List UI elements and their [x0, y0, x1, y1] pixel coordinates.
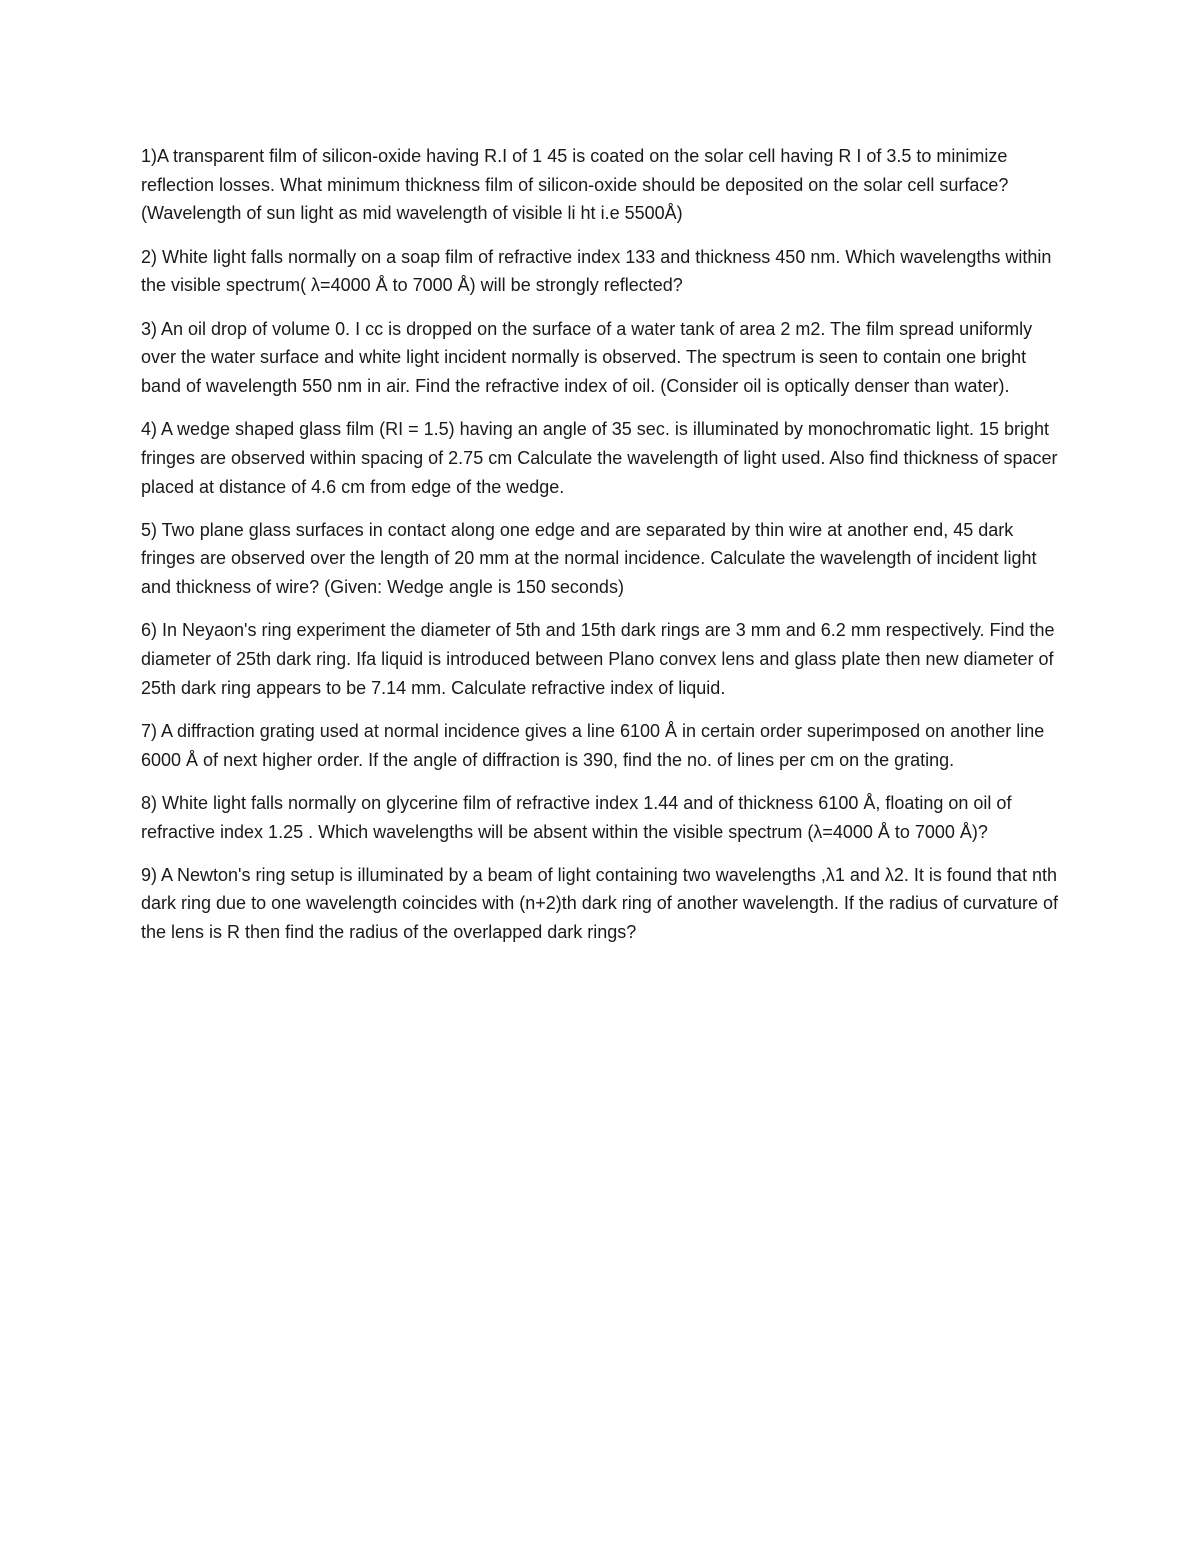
question-4: 4) A wedge shaped glass film (RI = 1.5) having an angle of 35 sec. is illuminated by monochromatic light. 15 bright fringes are observed within spacing of 2.75 cm Calculate the wavelength of light used. Also find thickness of spacer placed at distance of 4.6 cm from edge of the wedge. [141, 419, 1058, 497]
question-9: 9) A Newton's ring setup is illuminated by a beam of light containing two wavelengths ,λ1 and λ2. It is found that nth dark ring due to one wavelength coincides with (n+2)th dark ring of another wavelength. If the radius of curvature of the lens is R then find the radius of the overlapped dark rings? [141, 864, 1059, 943]
question-7: 7) A diffraction grating used at normal incidence gives a line 6100 Å in certain order superimposed on another line 6000 Å of next higher order. If the angle of diffraction is 390, find the no. of lines per cm on the grating. [141, 720, 1045, 770]
question-3: 3) An oil drop of volume 0. I cc is dropped on the surface of a water tank of area 2 m2. The film spread uniformly over the water surface and white light incident normally is observed. The spectrum is seen to contain one bright band of wavelength 550 nm in air. Find the refractive index of oil. (Consider oil is optically denser than water). [141, 318, 1033, 396]
question-1: 1)A transparent film of silicon-oxide having R.I of 1 45 is coated on the solar cell having R I of 3.5 to minimize reflection losses. What minimum thickness film of silicon-oxide should be deposited on the solar cell surface?(Wavelength of sun light as mid wavelength of visible li ht i.e 5500Å) [141, 146, 1009, 224]
question-6: 6) In Neyaon's ring experiment the diameter of 5th and 15th dark rings are 3 mm and 6.2 mm respectively. Find the diameter of 25th dark ring. Ifa liquid is introduced between Plano convex lens and glass plate then new diameter of 25th dark ring appears to be 7.14 mm. Calculate refractive index of liquid. [141, 620, 1055, 698]
question-list [141, 142, 1061, 961]
question-8: 8) White light falls normally on glycerine film of refractive index 1.44 and of thickness 6100 Å, floating on oil of refractive index 1.25 . Which wavelengths will be absent within the visible spectrum (λ=4000 Å to 7000 Å)? [141, 792, 1012, 842]
question-5: 5) Two plane glass surfaces in contact along one edge and are separated by thin wire at another end, 45 dark fringes are observed over the length of 20 mm at the normal incidence. Calculate the wavelength of incident light and thickness of wire? (Given: Wedge angle is 150 seconds) [141, 519, 1037, 598]
question-2: 2) White light falls normally on a soap film of refractive index 133 and thickness 450 nm. Which wavelengths within the visible spectrum( λ=4000 Å to 7000 Å) will be strongly reflected? [141, 246, 1052, 296]
